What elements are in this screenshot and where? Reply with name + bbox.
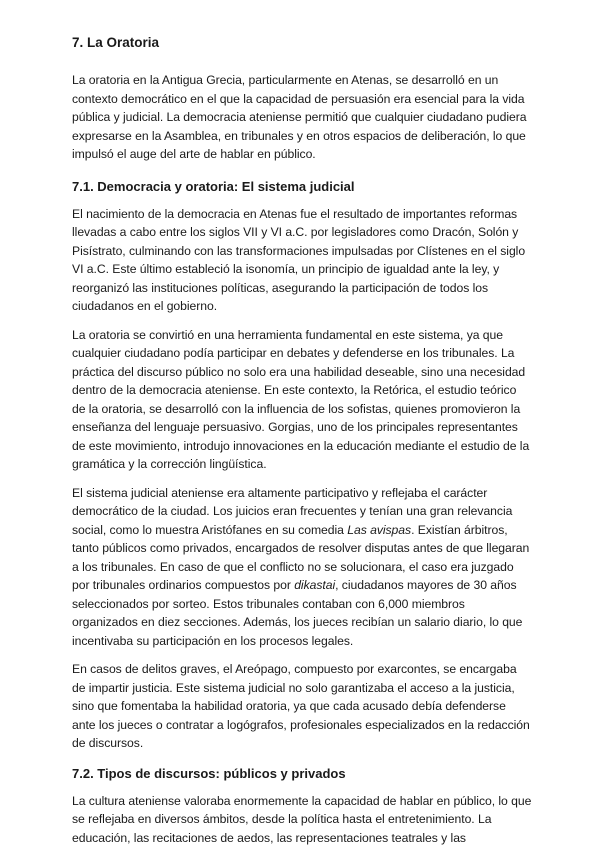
intro-paragraph: La oratoria en la Antigua Grecia, particularmente en Atenas, se desarrolló en un contexto democrático en el que la capacidad de persuasión era esencial para la vida pública y judicial. La democracia ateniense permitió que cualquier ciudadano pudiera expresarse en la Asamblea, en tribunales y en otros espacios de deliberación, lo que impulsó el auge del arte de hablar en público. bbox=[72, 73, 527, 161]
subsection-1-paragraph-4: En casos de delitos graves, el Areópago, compuesto por exarcontes, se encargaba de impartir justicia. Este sistema judicial no solo garantizaba el acceso a la justicia, sino que fomentaba la habilidad oratoria, ya que cada acusado debía defenderse ante los jueces o contratar a logógrafos, profesionales especializados en la redacción de discursos. bbox=[72, 662, 530, 750]
subsection-2-paragraph-1: La cultura ateniense valoraba enormemente la capacidad de hablar en público, lo que se reflejaba en diversos ámbitos, desde la política hasta el entretenimiento. La educación, las recitaciones de aedos, las representaciones teatrales y las bbox=[72, 793, 532, 845]
paragraph-3-text-a: El sistema judicial ateniense era altamente participativo y reflejaba el carácter democrático de la ciudad. Los juicios eran frecuentes y tenían una gran relevancia social, como lo muestra Aristófanes en su comedia bbox=[72, 485, 513, 537]
subsection-2-title: 7.2. Tipos de discursos: públicos y privados bbox=[72, 765, 346, 781]
subsection-1-paragraph-2: La oratoria se convirtió en una herramienta fundamental en este sistema, ya que cualquier ciudadano podía participar en debates y defenderse en los tribunales. La práctica del discurso público no solo era una habilidad deseable, sino una necesidad dentro de la democracia ateniense. En este contexto, la Retórica, el estudio teórico de la oratoria, se desarrolló con la influencia de los sofistas, quienes promovieron la enseñanza del lenguaje persuasivo. Gorgias, uno de los principales representantes de este movimiento, introdujo innovaciones en la educación mediante el estudio de la gramática y la corrección lingüística. bbox=[72, 327, 530, 471]
subsection-1-paragraph-1: El nacimiento de la democracia en Atenas fue el resultado de importantes reformas llevadas a cabo entre los siglos VII y VI a.C. por legisladores como Dracón, Solón y Pisístrato, culminando con las transformaciones impulsadas por Clístenes en el siglo VI a.C. Este último estableció la isonomía, un principio de igualdad ante la ley, y reorganizó las instituciones políticas, asegurando la participación de todos los ciudadanos en el gobierno. bbox=[72, 206, 526, 313]
paragraph-3-text-b: . Existían árbitros, tanto públicos como privados, encargados de resolver disputas antes de que llegaran a los tribunales. En caso de que el conflicto no se solucionara, el caso era juzgado por tribunales ordinarios compuestos por bbox=[72, 522, 530, 592]
subsection-1-title: 7.1. Democracia y oratoria: El sistema judicial bbox=[72, 178, 355, 194]
subsection-1-paragraph-3 bbox=[72, 484, 532, 651]
term-dikastai: dikastai bbox=[294, 578, 336, 592]
work-title-las-avispas: Las avispas bbox=[347, 522, 412, 537]
document-page bbox=[72, 34, 532, 857]
paragraph-3-text-c: , ciudadanos mayores de 30 años seleccionados por sorteo. Estos tribunales contaban con 6,000 miembros organizados en diez secciones. Además, los jueces recibían un salario diario, lo que incentivaba su participación en los procesos legales. bbox=[72, 578, 523, 648]
section-title: 7. La Oratoria bbox=[72, 35, 160, 50]
